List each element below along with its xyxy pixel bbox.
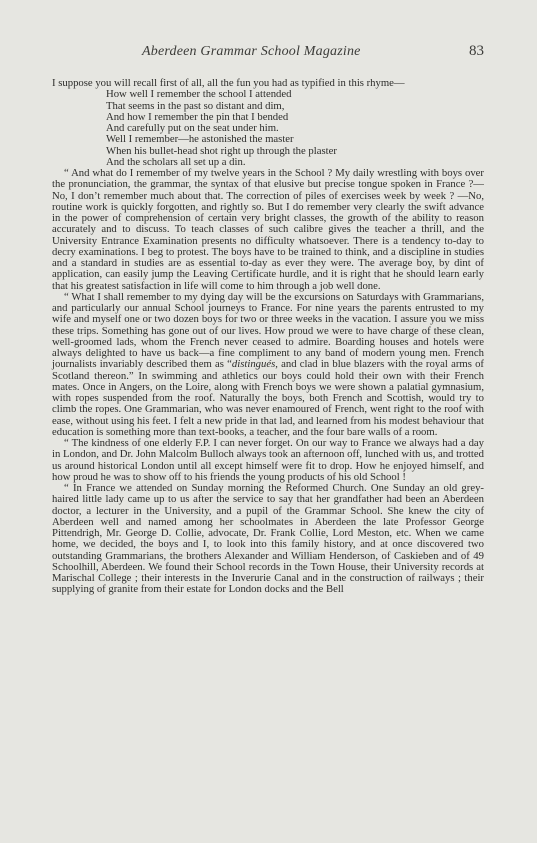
page-number: 83 (469, 43, 484, 59)
paragraph-kindness: “ The kindness of one elderly F.P. I can never forget. On our way to France we always had a day in London, and Dr. John Malcolm Bulloch always took an afternoon off, lunched with us, and trotted us around historical London until all except himself were fit to drop. How he enjoyed himself, and how proud he was to show off to his friends the young products of his old School ! (52, 437, 484, 483)
excursions-text-start: “ What I shall remember to my dying day will be the excursions on Saturdays with Grammarians, and particularly our annual School journeys to France. For nine years the parents entrusted to my wife and myself one or two dozen boys for two or three weeks in the vacation. I assure you we miss these trips. Something has gone out of our lives. How proud we were to have charge of these clean, well-groomed lads, whom the French never ceased to admire. Boarding houses and hotels were always delighted to have us back—a fine compliment to any band of modern young men. French journalists invariably described them as “ (52, 290, 484, 371)
poem-line: That seems in the past so distant and dim, (106, 99, 285, 112)
poem-line: How well I remember the school I attended (106, 88, 292, 101)
article-body (52, 78, 484, 596)
poem-line: Well I remember—he astonished the master (106, 133, 294, 146)
poem-line: When his bullet-head shot right up through the plaster (106, 144, 337, 157)
paragraph-excursions (52, 292, 484, 438)
paragraph-france-church: “ In France we attended on Sunday morning the Reformed Church. One Sunday an old grey-haired little lady came up to us after the service to say that her grandfather had been an Aberdeen doctor, a lecturer in the University, and a pupil of the Grammar School. She knew the city of Aberdeen well and named among her schoolmates in Aberdeen the late Professor George Pittendrigh, Mr. George D. Collie, advocate, Dr. Frank Collie, Lord Meston, etc. When we came home, we decided, the boys and I, to look into this family history, and at once discovered two outstanding Grammarians, the brothers Alexander and William Henderson, of Caskieben and of 49 Schoolhill, Aberdeen. We found their School records in the Town House, their University records at Marischal College ; their interests in the Inverurie Canal and in the construction of railways ; their supplying of granite from their estate for London docks and the Bell (52, 482, 484, 596)
poem-line: And the scholars all set up a din. (106, 155, 246, 168)
rhyme-verse (106, 89, 484, 168)
excursions-text-end: , and clad in blue blazers with the royal arms of Scotland thereon.” In swimming and athletics our boys could hold their own with their French mates. Once in Angers, on the Loire, along with French boys we were shown a palatial gymnasium, with ropes suspended from the roof. Naturally the boys, both French and Scottish, would try to climb the ropes. One Grammarian, who was never enamoured of French, went right to the roof with ease, without using his feet. I felt a new pride in that lad, and learned from his modest behaviour that education is something more than text-books, a teacher, and the four bare walls of a room. (52, 358, 484, 438)
poem-line: And how I remember the pin that I bended (106, 110, 289, 123)
paragraph-remember: “ And what do I remember of my twelve years in the School ? My daily wrestling with boys over the pronunciation, the grammar, the syntax of that elusive but precise tongue spoken in France ?—No, I don’t remember much about that. The correction of piles of exercises week by week ? —No, routine work is quickly forgotten, and rightly so. But I do remember very clearly the swift advance in the power of comprehension of certain very bright classes, the growth of the ability to reason accurately and to discuss. To teach classes of such calibre gives the teacher a thrill, and the University Entrance Examination presents no difficulty whatsoever. There is a tendency to-day to decry examinations. I beg to protest. The boys have to be trained to think, and a discipline in studies and a standard in studies are as essential to-day as ever they were. The average boy, by dint of application, can easily jump the Leaving Certificate hurdle, and it is right that he should learn early that his greatest satisfaction in life will come to him through a job well done. (52, 167, 484, 292)
page-header (52, 44, 484, 64)
intro-paragraph: I suppose you will recall first of all, all the fun you had as typified in this rhyme— (52, 77, 405, 89)
excursions-italic-word: distingués (231, 358, 276, 371)
poem-line: And carefully put on the seat under him. (106, 122, 279, 134)
running-title: Aberdeen Grammar School Magazine (142, 44, 361, 59)
